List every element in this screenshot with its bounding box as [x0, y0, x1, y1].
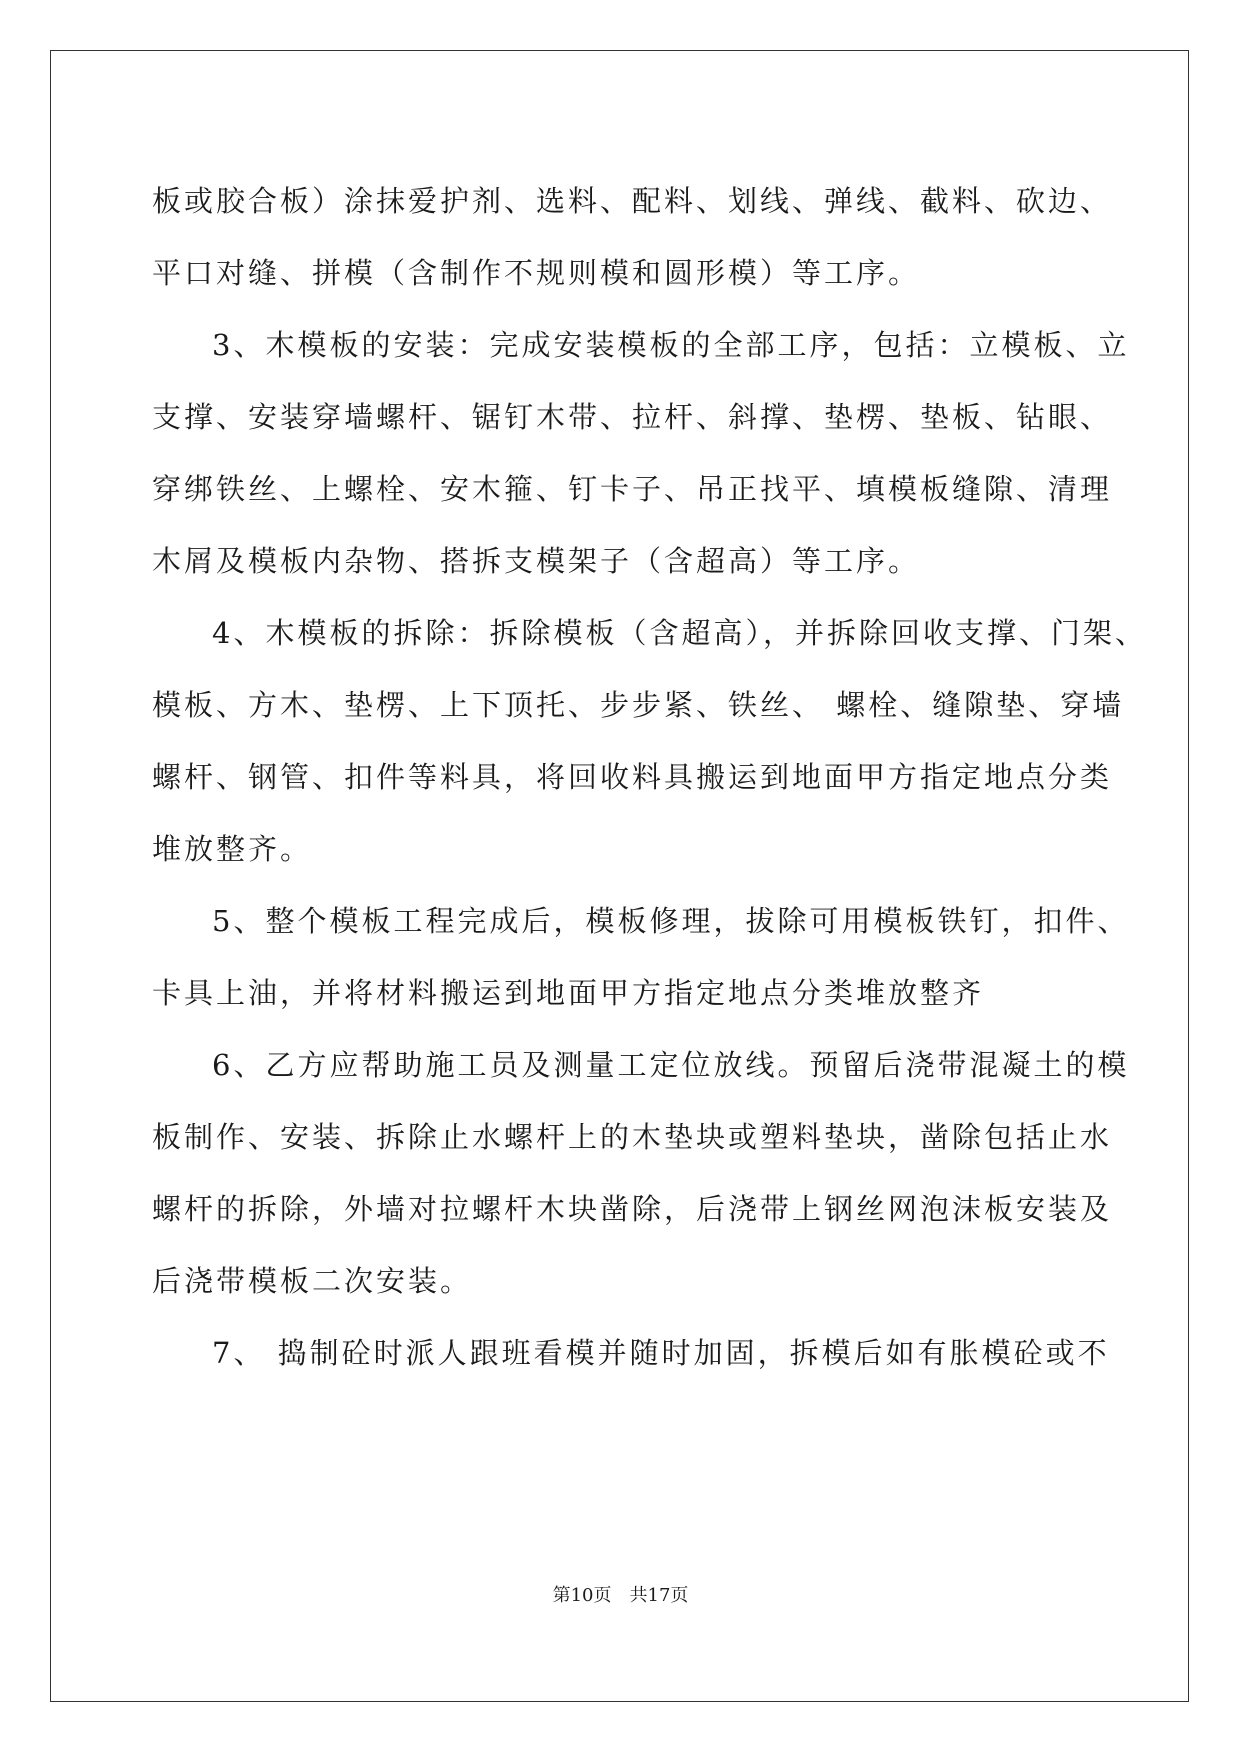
text-line: 平口对缝、拼模（含制作不规则模和圆形模）等工序。 [152, 256, 921, 290]
document-body [152, 165, 1147, 1389]
text-line: 螺杆的拆除，外墙对拉螺杆木块凿除，后浇带上钢丝网泡沫板安装及 [152, 1192, 1113, 1226]
text-line: 螺杆、钢管、扣件等料具，将回收料具搬运到地面甲方指定地点分类 [152, 760, 1113, 794]
text-line: 堆放整齐。 [152, 832, 313, 866]
paragraph [152, 165, 1113, 309]
text-line: 板或胶合板）涂抹爱护剂、选料、配料、划线、弹线、截料、砍边、 [152, 184, 1113, 218]
paragraph-item-7 [152, 1317, 1110, 1389]
text-line: 6、乙方应帮助施工员及测量工定位放线。预留后浇带混凝土的模 [212, 1048, 1130, 1082]
page-number: 第10页 [552, 1585, 612, 1606]
paragraph-item-5 [152, 885, 1130, 1029]
text-line: 5、整个模板工程完成后，模板修理，拔除可用模板铁钉，扣件、 [212, 904, 1130, 938]
paragraph-item-4 [152, 597, 1147, 885]
text-line: 4、木模板的拆除：拆除模板（含超高），并拆除回收支撑、门架、 [212, 616, 1147, 650]
page-total: 共17页 [629, 1585, 689, 1606]
text-line: 板制作、安装、拆除止水螺杆上的木垫块或塑料垫块，凿除包括止水 [152, 1120, 1113, 1154]
text-line: 后浇带模板二次安装。 [152, 1264, 473, 1298]
text-line: 穿绑铁丝、上螺栓、安木箍、钉卡子、吊正找平、填模板缝隙、清理 [152, 472, 1113, 506]
text-line: 支撑、安装穿墙螺杆、锯钉木带、拉杆、斜撑、垫楞、垫板、钻眼、 [152, 400, 1113, 434]
text-line: 模板、方木、垫楞、上下顶托、步步紧、铁丝、 螺栓、缝隙垫、穿墙 [152, 688, 1125, 722]
text-line: 木屑及模板内杂物、搭拆支模架子（含超高）等工序。 [152, 544, 921, 578]
paragraph-item-6 [152, 1029, 1130, 1317]
page-footer [0, 1584, 1241, 1608]
text-line: 3、木模板的安装：完成安装模板的全部工序，包括：立模板、立 [212, 328, 1130, 362]
text-line: 卡具上油，并将材料搬运到地面甲方指定地点分类堆放整齐 [152, 976, 985, 1010]
paragraph-item-3 [152, 309, 1130, 597]
text-line: 7、 捣制砼时派人跟班看模并随时加固，拆模后如有胀模砼或不 [212, 1336, 1110, 1370]
